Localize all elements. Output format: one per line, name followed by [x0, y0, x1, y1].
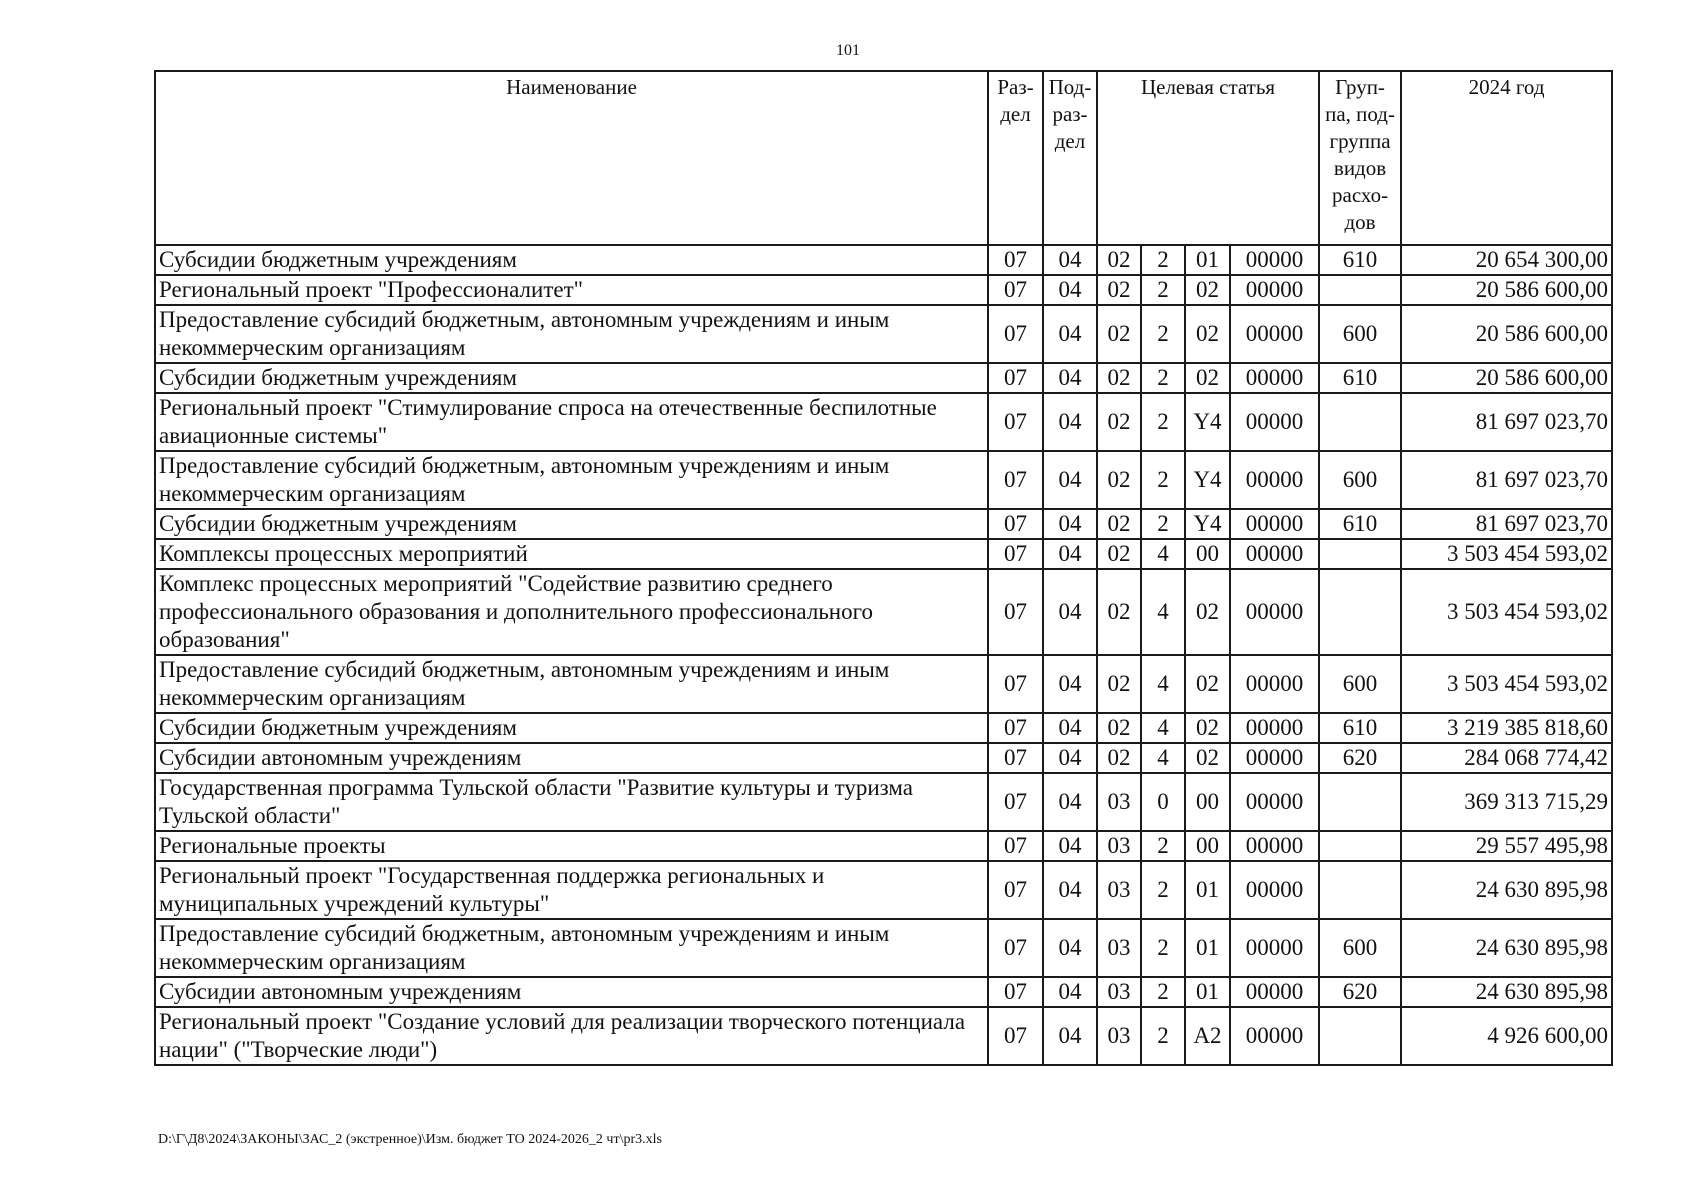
cell-target-item: 02: [1185, 655, 1230, 713]
cell-target-type: 4: [1141, 539, 1185, 569]
cell-razdel: 07: [988, 393, 1043, 451]
cell-target-code: 00000: [1230, 305, 1319, 363]
cell-target-item: 02: [1185, 275, 1230, 305]
cell-razdel: 07: [988, 245, 1043, 275]
table-row: [155, 831, 1612, 861]
cell-razdel: 07: [988, 831, 1043, 861]
cell-group: [1319, 393, 1401, 451]
cell-target-type: 2: [1141, 861, 1185, 919]
cell-target-program: 02: [1097, 713, 1141, 743]
cell-target-item: 01: [1185, 919, 1230, 977]
cell-target-code: 00000: [1230, 713, 1319, 743]
cell-target-type: 2: [1141, 1007, 1185, 1065]
cell-podrazdel: 04: [1043, 305, 1097, 363]
cell-name: Региональный проект "Государственная поддержка региональных и муниципальных учреждений культуры": [155, 861, 988, 919]
cell-amount: 81 697 023,70: [1401, 451, 1612, 509]
cell-target-code: 00000: [1230, 451, 1319, 509]
cell-target-program: 02: [1097, 743, 1141, 773]
header-target-article: Целевая статья: [1097, 71, 1319, 245]
cell-group: 600: [1319, 655, 1401, 713]
cell-amount: 3 219 385 818,60: [1401, 713, 1612, 743]
cell-amount: 29 557 495,98: [1401, 831, 1612, 861]
cell-target-item: 01: [1185, 245, 1230, 275]
cell-target-item: A2: [1185, 1007, 1230, 1065]
cell-razdel: 07: [988, 1007, 1043, 1065]
cell-target-program: 03: [1097, 861, 1141, 919]
cell-target-code: 00000: [1230, 363, 1319, 393]
cell-podrazdel: 04: [1043, 773, 1097, 831]
header-group: Груп- па, под- группа видов расхо- дов: [1319, 71, 1401, 245]
table-row: [155, 977, 1612, 1007]
cell-target-item: 02: [1185, 363, 1230, 393]
cell-target-program: 03: [1097, 919, 1141, 977]
cell-name: Предоставление субсидий бюджетным, автономным учреждениям и иным некоммерческим организациям: [155, 305, 988, 363]
cell-target-item: 02: [1185, 569, 1230, 655]
cell-target-code: 00000: [1230, 831, 1319, 861]
file-path: D:\Г\Д8\2024\ЗАКОНЫ\ЗАС_2 (экстренное)\Изм. бюджет ТО 2024-2026_2 чт\pr3.xls: [158, 1132, 662, 1147]
cell-amount: 284 068 774,42: [1401, 743, 1612, 773]
cell-target-code: 00000: [1230, 275, 1319, 305]
cell-target-code: 00000: [1230, 743, 1319, 773]
cell-target-item: Y4: [1185, 393, 1230, 451]
cell-target-item: 01: [1185, 861, 1230, 919]
table-row: [155, 275, 1612, 305]
cell-podrazdel: 04: [1043, 509, 1097, 539]
cell-target-type: 2: [1141, 977, 1185, 1007]
cell-name: Субсидии бюджетным учреждениям: [155, 245, 988, 275]
cell-podrazdel: 04: [1043, 861, 1097, 919]
cell-target-code: 00000: [1230, 861, 1319, 919]
cell-group: [1319, 275, 1401, 305]
cell-target-code: 00000: [1230, 977, 1319, 1007]
table-row: [155, 861, 1612, 919]
cell-podrazdel: 04: [1043, 539, 1097, 569]
cell-razdel: 07: [988, 713, 1043, 743]
table-row: [155, 773, 1612, 831]
cell-razdel: 07: [988, 569, 1043, 655]
cell-target-program: 02: [1097, 569, 1141, 655]
cell-razdel: 07: [988, 743, 1043, 773]
cell-podrazdel: 04: [1043, 393, 1097, 451]
cell-target-type: 4: [1141, 655, 1185, 713]
cell-target-code: 00000: [1230, 509, 1319, 539]
cell-name: Региональные проекты: [155, 831, 988, 861]
cell-name: Комплекс процессных мероприятий "Содействие развитию среднего профессионального образования и дополнительного профессионального образования": [155, 569, 988, 655]
cell-amount: 24 630 895,98: [1401, 861, 1612, 919]
cell-target-type: 2: [1141, 245, 1185, 275]
cell-group: 600: [1319, 451, 1401, 509]
cell-target-item: 01: [1185, 977, 1230, 1007]
cell-group: 620: [1319, 743, 1401, 773]
cell-name: Предоставление субсидий бюджетным, автономным учреждениям и иным некоммерческим организациям: [155, 451, 988, 509]
cell-group: 610: [1319, 509, 1401, 539]
cell-target-code: 00000: [1230, 919, 1319, 977]
cell-target-item: 00: [1185, 773, 1230, 831]
cell-target-program: 03: [1097, 977, 1141, 1007]
cell-target-type: 2: [1141, 509, 1185, 539]
cell-name: Региональный проект "Стимулирование спроса на отечественные беспилотные авиационные системы": [155, 393, 988, 451]
cell-target-type: 2: [1141, 393, 1185, 451]
cell-razdel: 07: [988, 275, 1043, 305]
cell-group: 600: [1319, 305, 1401, 363]
cell-target-program: 02: [1097, 509, 1141, 539]
cell-target-code: 00000: [1230, 393, 1319, 451]
header-year: 2024 год: [1401, 71, 1612, 245]
cell-group: [1319, 569, 1401, 655]
table-row: [155, 509, 1612, 539]
table-row: [155, 539, 1612, 569]
cell-amount: 81 697 023,70: [1401, 393, 1612, 451]
cell-group: [1319, 831, 1401, 861]
cell-name: Субсидии автономным учреждениям: [155, 743, 988, 773]
cell-target-type: 2: [1141, 363, 1185, 393]
cell-razdel: 07: [988, 861, 1043, 919]
table-row: [155, 919, 1612, 977]
cell-podrazdel: 04: [1043, 1007, 1097, 1065]
cell-podrazdel: 04: [1043, 977, 1097, 1007]
cell-group: [1319, 1007, 1401, 1065]
cell-target-type: 0: [1141, 773, 1185, 831]
header-name: Наименование: [155, 71, 988, 245]
cell-name: Субсидии бюджетным учреждениям: [155, 509, 988, 539]
cell-target-item: Y4: [1185, 509, 1230, 539]
cell-target-program: 02: [1097, 305, 1141, 363]
cell-razdel: 07: [988, 773, 1043, 831]
cell-target-code: 00000: [1230, 245, 1319, 275]
table-row: [155, 393, 1612, 451]
cell-amount: 20 654 300,00: [1401, 245, 1612, 275]
cell-podrazdel: 04: [1043, 569, 1097, 655]
cell-target-program: 02: [1097, 363, 1141, 393]
cell-target-type: 4: [1141, 569, 1185, 655]
cell-group: 600: [1319, 919, 1401, 977]
cell-target-type: 2: [1141, 305, 1185, 363]
cell-name: Предоставление субсидий бюджетным, автономным учреждениям и иным некоммерческим организациям: [155, 919, 988, 977]
cell-razdel: 07: [988, 919, 1043, 977]
cell-amount: 20 586 600,00: [1401, 305, 1612, 363]
cell-target-item: 00: [1185, 831, 1230, 861]
cell-podrazdel: 04: [1043, 451, 1097, 509]
cell-target-type: 4: [1141, 743, 1185, 773]
cell-podrazdel: 04: [1043, 743, 1097, 773]
cell-razdel: 07: [988, 305, 1043, 363]
cell-target-code: 00000: [1230, 539, 1319, 569]
cell-target-type: 2: [1141, 919, 1185, 977]
cell-podrazdel: 04: [1043, 363, 1097, 393]
cell-target-program: 03: [1097, 831, 1141, 861]
cell-group: [1319, 861, 1401, 919]
cell-podrazdel: 04: [1043, 275, 1097, 305]
cell-razdel: 07: [988, 655, 1043, 713]
cell-target-item: Y4: [1185, 451, 1230, 509]
cell-name: Региональный проект "Создание условий для реализации творческого потенциала нации" ("Творческие люди"): [155, 1007, 988, 1065]
cell-target-code: 00000: [1230, 655, 1319, 713]
cell-target-code: 00000: [1230, 773, 1319, 831]
cell-name: Субсидии бюджетным учреждениям: [155, 713, 988, 743]
cell-amount: 81 697 023,70: [1401, 509, 1612, 539]
table-row: [155, 743, 1612, 773]
table-row: [155, 1007, 1612, 1065]
cell-name: Региональный проект "Профессионалитет": [155, 275, 988, 305]
cell-target-program: 02: [1097, 245, 1141, 275]
cell-amount: 24 630 895,98: [1401, 977, 1612, 1007]
cell-amount: 3 503 454 593,02: [1401, 539, 1612, 569]
cell-name: Государственная программа Тульской области "Развитие культуры и туризма Тульской области": [155, 773, 988, 831]
cell-podrazdel: 04: [1043, 713, 1097, 743]
table-row: [155, 245, 1612, 275]
cell-amount: 20 586 600,00: [1401, 275, 1612, 305]
cell-target-item: 00: [1185, 539, 1230, 569]
cell-name: Комплексы процессных мероприятий: [155, 539, 988, 569]
table-header-row: [155, 71, 1612, 245]
cell-target-program: 03: [1097, 1007, 1141, 1065]
table-row: [155, 569, 1612, 655]
cell-group: [1319, 773, 1401, 831]
cell-target-item: 02: [1185, 305, 1230, 363]
cell-target-item: 02: [1185, 713, 1230, 743]
cell-name: Субсидии бюджетным учреждениям: [155, 363, 988, 393]
cell-target-item: 02: [1185, 743, 1230, 773]
cell-target-program: 03: [1097, 773, 1141, 831]
cell-target-program: 02: [1097, 655, 1141, 713]
budget-table: [154, 70, 1613, 1066]
header-razdel: Раз- дел: [988, 71, 1043, 245]
cell-target-type: 2: [1141, 451, 1185, 509]
table-body: [155, 245, 1612, 1065]
cell-group: 610: [1319, 713, 1401, 743]
cell-razdel: 07: [988, 977, 1043, 1007]
cell-group: 610: [1319, 245, 1401, 275]
cell-amount: 3 503 454 593,02: [1401, 655, 1612, 713]
cell-podrazdel: 04: [1043, 245, 1097, 275]
cell-amount: 3 503 454 593,02: [1401, 569, 1612, 655]
cell-target-program: 02: [1097, 451, 1141, 509]
table-row: [155, 655, 1612, 713]
table-row: [155, 451, 1612, 509]
page-number: 101: [836, 42, 860, 59]
cell-target-program: 02: [1097, 393, 1141, 451]
cell-target-code: 00000: [1230, 1007, 1319, 1065]
cell-group: 620: [1319, 977, 1401, 1007]
cell-target-type: 4: [1141, 713, 1185, 743]
cell-target-program: 02: [1097, 275, 1141, 305]
cell-podrazdel: 04: [1043, 919, 1097, 977]
table-row: [155, 713, 1612, 743]
cell-razdel: 07: [988, 539, 1043, 569]
cell-podrazdel: 04: [1043, 831, 1097, 861]
cell-amount: 369 313 715,29: [1401, 773, 1612, 831]
cell-target-type: 2: [1141, 275, 1185, 305]
cell-razdel: 07: [988, 363, 1043, 393]
table-row: [155, 363, 1612, 393]
cell-razdel: 07: [988, 451, 1043, 509]
cell-amount: 4 926 600,00: [1401, 1007, 1612, 1065]
cell-name: Субсидии автономным учреждениям: [155, 977, 988, 1007]
cell-group: 610: [1319, 363, 1401, 393]
cell-amount: 24 630 895,98: [1401, 919, 1612, 977]
cell-podrazdel: 04: [1043, 655, 1097, 713]
header-podrazdel: Под- раз- дел: [1043, 71, 1097, 245]
cell-target-code: 00000: [1230, 569, 1319, 655]
cell-name: Предоставление субсидий бюджетным, автономным учреждениям и иным некоммерческим организациям: [155, 655, 988, 713]
cell-target-program: 02: [1097, 539, 1141, 569]
cell-amount: 20 586 600,00: [1401, 363, 1612, 393]
table-row: [155, 305, 1612, 363]
cell-razdel: 07: [988, 509, 1043, 539]
cell-group: [1319, 539, 1401, 569]
cell-target-type: 2: [1141, 831, 1185, 861]
